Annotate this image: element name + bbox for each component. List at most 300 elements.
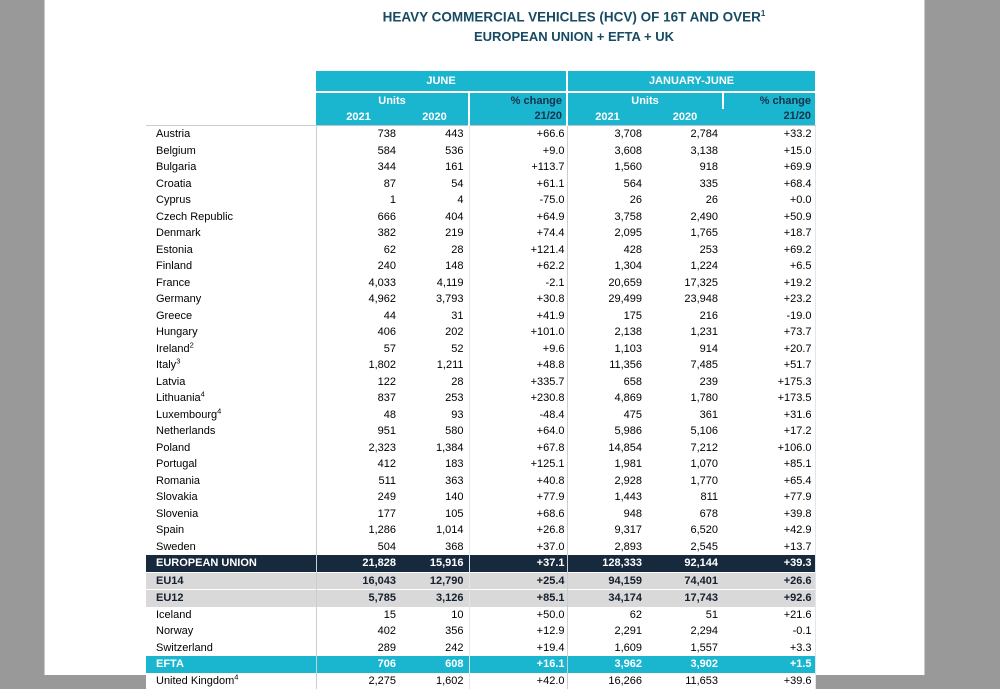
june-2020-cell: 1,602 bbox=[401, 673, 469, 689]
jan-june-change-cell: +69.9 bbox=[723, 159, 815, 176]
jan-june-2021-cell: 9,317 bbox=[567, 522, 647, 539]
table-body bbox=[146, 126, 815, 689]
june-2020-cell: 4 bbox=[401, 192, 469, 209]
country-name-cell bbox=[146, 258, 316, 275]
jan-june-2021-cell: 94,159 bbox=[567, 572, 647, 590]
jan-june-change-cell: +106.0 bbox=[723, 440, 815, 457]
june-2021-cell: 240 bbox=[316, 258, 401, 275]
country-name-cell bbox=[146, 143, 316, 160]
jan-june-change-cell: +77.9 bbox=[723, 489, 815, 506]
row-label: Portugal bbox=[156, 458, 197, 470]
table-row bbox=[146, 357, 815, 374]
footnote-marker: 4 bbox=[201, 389, 205, 398]
ratio-label: 21/20 bbox=[724, 109, 811, 124]
jan-june-2021-cell: 14,854 bbox=[567, 440, 647, 457]
june-2020-cell: 202 bbox=[401, 324, 469, 341]
june-2021-cell: 2,323 bbox=[316, 440, 401, 457]
row-label: Ireland bbox=[156, 343, 190, 355]
june-change-cell: +66.6 bbox=[469, 126, 567, 143]
june-change-cell: +85.1 bbox=[469, 590, 567, 607]
jan-june-2020-cell: 1,231 bbox=[647, 324, 723, 341]
table-row bbox=[146, 258, 815, 275]
june-2021-cell: 48 bbox=[316, 407, 401, 424]
table-row bbox=[146, 126, 815, 143]
page-title-text: HEAVY COMMERCIAL VEHICLES (HCV) OF 16T AND OVER bbox=[383, 10, 761, 25]
jan-june-2020-cell: 239 bbox=[647, 374, 723, 391]
jan-june-2020-cell: 1,780 bbox=[647, 390, 723, 407]
pct-change-label: % change bbox=[470, 94, 562, 109]
june-2020-cell: 1,211 bbox=[401, 357, 469, 374]
country-name-cell bbox=[146, 572, 316, 590]
june-2021-cell: 21,828 bbox=[316, 555, 401, 572]
june-2020-cell: 443 bbox=[401, 126, 469, 143]
row-label: Luxembourg bbox=[156, 409, 217, 421]
june-change-cell: +62.2 bbox=[469, 258, 567, 275]
jan-june-change-cell: +17.2 bbox=[723, 423, 815, 440]
jan-june-2020-cell: 7,212 bbox=[647, 440, 723, 457]
row-label: Czech Republic bbox=[156, 211, 233, 223]
june-change-cell: +61.1 bbox=[469, 176, 567, 193]
country-name-cell bbox=[146, 242, 316, 259]
june-2021-cell: 402 bbox=[316, 623, 401, 640]
jan-june-2020-cell: 51 bbox=[647, 607, 723, 624]
jan-june-2021-cell: 948 bbox=[567, 506, 647, 523]
jan-june-2020-cell: 2,545 bbox=[647, 539, 723, 556]
row-label: Austria bbox=[156, 128, 190, 140]
table-row bbox=[146, 423, 815, 440]
june-2020-cell: 140 bbox=[401, 489, 469, 506]
table-row bbox=[146, 590, 815, 607]
row-label: Latvia bbox=[156, 376, 185, 388]
row-label: Spain bbox=[156, 524, 184, 536]
jan-june-change-cell: +3.3 bbox=[723, 640, 815, 657]
country-name-cell bbox=[146, 192, 316, 209]
table-row bbox=[146, 473, 815, 490]
row-label: Denmark bbox=[156, 227, 201, 239]
jan-june-2020-cell: 2,784 bbox=[647, 126, 723, 143]
table-row bbox=[146, 176, 815, 193]
jan-june-2020-cell: 361 bbox=[647, 407, 723, 424]
page-subtitle: EUROPEAN UNION + EFTA + UK bbox=[174, 27, 974, 46]
jan-june-change-cell: +50.9 bbox=[723, 209, 815, 226]
row-label: Estonia bbox=[156, 244, 193, 256]
june-change-cell: +101.0 bbox=[469, 324, 567, 341]
country-name-cell bbox=[146, 275, 316, 292]
footnote-marker: 3 bbox=[176, 356, 180, 365]
country-name-cell bbox=[146, 640, 316, 657]
country-name-cell bbox=[146, 607, 316, 624]
table-row bbox=[146, 291, 815, 308]
jan-june-2021-cell: 658 bbox=[567, 374, 647, 391]
header-year-2021-jan-june: 2021 bbox=[567, 109, 647, 126]
jan-june-2021-cell: 3,758 bbox=[567, 209, 647, 226]
footnote-marker: 4 bbox=[234, 672, 238, 681]
jan-june-2021-cell: 2,893 bbox=[567, 539, 647, 556]
row-label: EFTA bbox=[156, 658, 184, 670]
jan-june-2020-cell: 253 bbox=[647, 242, 723, 259]
june-2021-cell: 16,043 bbox=[316, 572, 401, 590]
jan-june-change-cell: +6.5 bbox=[723, 258, 815, 275]
row-label: Switzerland bbox=[156, 642, 213, 654]
row-label: Bulgaria bbox=[156, 161, 196, 173]
jan-june-change-cell: +20.7 bbox=[723, 341, 815, 358]
row-label: Finland bbox=[156, 260, 192, 272]
jan-june-2020-cell: 26 bbox=[647, 192, 723, 209]
june-2020-cell: 54 bbox=[401, 176, 469, 193]
title-footnote-marker: 1 bbox=[761, 9, 765, 18]
june-change-cell: +9.0 bbox=[469, 143, 567, 160]
table-row bbox=[146, 341, 815, 358]
jan-june-change-cell: +65.4 bbox=[723, 473, 815, 490]
june-2020-cell: 52 bbox=[401, 341, 469, 358]
jan-june-change-cell: +51.7 bbox=[723, 357, 815, 374]
jan-june-2020-cell: 918 bbox=[647, 159, 723, 176]
country-name-cell bbox=[146, 324, 316, 341]
june-change-cell: +335.7 bbox=[469, 374, 567, 391]
table-row bbox=[146, 159, 815, 176]
june-change-cell: +125.1 bbox=[469, 456, 567, 473]
june-2021-cell: 382 bbox=[316, 225, 401, 242]
june-2020-cell: 3,793 bbox=[401, 291, 469, 308]
jan-june-change-cell: +42.9 bbox=[723, 522, 815, 539]
jan-june-change-cell: +68.4 bbox=[723, 176, 815, 193]
jan-june-change-cell: +85.1 bbox=[723, 456, 815, 473]
june-2021-cell: 584 bbox=[316, 143, 401, 160]
row-label: Slovakia bbox=[156, 491, 198, 503]
june-2021-cell: 344 bbox=[316, 159, 401, 176]
jan-june-2021-cell: 1,443 bbox=[567, 489, 647, 506]
june-2021-cell: 4,033 bbox=[316, 275, 401, 292]
country-name-cell bbox=[146, 623, 316, 640]
jan-june-2020-cell: 7,485 bbox=[647, 357, 723, 374]
jan-june-2020-cell: 5,106 bbox=[647, 423, 723, 440]
country-name-cell bbox=[146, 159, 316, 176]
country-name-cell bbox=[146, 440, 316, 457]
jan-june-2020-cell: 17,743 bbox=[647, 590, 723, 607]
june-change-cell: +42.0 bbox=[469, 673, 567, 689]
jan-june-2020-cell: 1,224 bbox=[647, 258, 723, 275]
jan-june-2021-cell: 34,174 bbox=[567, 590, 647, 607]
jan-june-change-cell: +173.5 bbox=[723, 390, 815, 407]
jan-june-2021-cell: 5,986 bbox=[567, 423, 647, 440]
row-label: Norway bbox=[156, 625, 193, 637]
jan-june-change-cell: +92.6 bbox=[723, 590, 815, 607]
june-2020-cell: 242 bbox=[401, 640, 469, 657]
june-2021-cell: 951 bbox=[316, 423, 401, 440]
table-row bbox=[146, 308, 815, 325]
june-change-cell: +19.4 bbox=[469, 640, 567, 657]
june-2021-cell: 122 bbox=[316, 374, 401, 391]
table-row bbox=[146, 572, 815, 590]
june-2021-cell: 1,802 bbox=[316, 357, 401, 374]
june-change-cell: +37.0 bbox=[469, 539, 567, 556]
jan-june-change-cell: -19.0 bbox=[723, 308, 815, 325]
jan-june-2020-cell: 1,765 bbox=[647, 225, 723, 242]
header-group-jan-june: JANUARY-JUNE bbox=[567, 71, 815, 92]
country-name-cell bbox=[146, 539, 316, 556]
pct-change-label: % change bbox=[724, 94, 811, 109]
june-change-cell: +40.8 bbox=[469, 473, 567, 490]
table-row bbox=[146, 324, 815, 341]
table-row bbox=[146, 607, 815, 624]
table-row bbox=[146, 440, 815, 457]
june-change-cell: +113.7 bbox=[469, 159, 567, 176]
june-2020-cell: 105 bbox=[401, 506, 469, 523]
june-change-cell: -75.0 bbox=[469, 192, 567, 209]
country-name-cell bbox=[146, 473, 316, 490]
table-row bbox=[146, 143, 815, 160]
june-change-cell: +12.9 bbox=[469, 623, 567, 640]
jan-june-2021-cell: 175 bbox=[567, 308, 647, 325]
table-row bbox=[146, 275, 815, 292]
jan-june-change-cell: +18.7 bbox=[723, 225, 815, 242]
june-2020-cell: 148 bbox=[401, 258, 469, 275]
table-row bbox=[146, 390, 815, 407]
header-blank-cell bbox=[146, 71, 316, 126]
jan-june-change-cell: +1.5 bbox=[723, 656, 815, 673]
jan-june-2020-cell: 2,490 bbox=[647, 209, 723, 226]
june-change-cell: +74.4 bbox=[469, 225, 567, 242]
june-2021-cell: 1 bbox=[316, 192, 401, 209]
jan-june-2020-cell: 6,520 bbox=[647, 522, 723, 539]
jan-june-change-cell: +0.0 bbox=[723, 192, 815, 209]
row-label: Italy bbox=[156, 359, 176, 371]
june-2021-cell: 57 bbox=[316, 341, 401, 358]
table-row bbox=[146, 640, 815, 657]
header-units-june: Units bbox=[316, 92, 469, 109]
jan-june-change-cell: +73.7 bbox=[723, 324, 815, 341]
june-2021-cell: 412 bbox=[316, 456, 401, 473]
june-2020-cell: 183 bbox=[401, 456, 469, 473]
june-2020-cell: 4,119 bbox=[401, 275, 469, 292]
country-name-cell bbox=[146, 357, 316, 374]
jan-june-2020-cell: 1,557 bbox=[647, 640, 723, 657]
row-label: Poland bbox=[156, 442, 190, 454]
june-change-cell: +41.9 bbox=[469, 308, 567, 325]
june-2020-cell: 356 bbox=[401, 623, 469, 640]
table-row bbox=[146, 539, 815, 556]
jan-june-2021-cell: 1,304 bbox=[567, 258, 647, 275]
june-2020-cell: 1,014 bbox=[401, 522, 469, 539]
june-change-cell: +64.0 bbox=[469, 423, 567, 440]
jan-june-2020-cell: 92,144 bbox=[647, 555, 723, 572]
footnote-marker: 2 bbox=[190, 340, 194, 349]
jan-june-2020-cell: 1,770 bbox=[647, 473, 723, 490]
jan-june-2020-cell: 335 bbox=[647, 176, 723, 193]
row-label: EUROPEAN UNION bbox=[156, 557, 257, 569]
jan-june-2020-cell: 2,294 bbox=[647, 623, 723, 640]
table-row bbox=[146, 656, 815, 673]
country-name-cell bbox=[146, 489, 316, 506]
jan-june-2021-cell: 11,356 bbox=[567, 357, 647, 374]
table-row bbox=[146, 209, 815, 226]
jan-june-2021-cell: 1,981 bbox=[567, 456, 647, 473]
jan-june-2021-cell: 3,708 bbox=[567, 126, 647, 143]
jan-june-2021-cell: 1,609 bbox=[567, 640, 647, 657]
jan-june-2021-cell: 564 bbox=[567, 176, 647, 193]
jan-june-2021-cell: 4,869 bbox=[567, 390, 647, 407]
footnote-marker: 4 bbox=[217, 406, 221, 415]
row-label: France bbox=[156, 277, 190, 289]
june-2021-cell: 87 bbox=[316, 176, 401, 193]
jan-june-2021-cell: 2,291 bbox=[567, 623, 647, 640]
row-label: Belgium bbox=[156, 145, 196, 157]
country-name-cell bbox=[146, 423, 316, 440]
jan-june-change-cell: +15.0 bbox=[723, 143, 815, 160]
country-name-cell bbox=[146, 291, 316, 308]
header-pct-change-jan-june bbox=[723, 92, 815, 126]
jan-june-change-cell: +31.6 bbox=[723, 407, 815, 424]
row-label: Iceland bbox=[156, 609, 191, 621]
june-change-cell: +16.1 bbox=[469, 656, 567, 673]
june-2020-cell: 404 bbox=[401, 209, 469, 226]
header-group-june: JUNE bbox=[316, 71, 567, 92]
june-change-cell: +30.8 bbox=[469, 291, 567, 308]
june-change-cell: +9.6 bbox=[469, 341, 567, 358]
header-year-2021-june: 2021 bbox=[316, 109, 401, 126]
jan-june-2021-cell: 128,333 bbox=[567, 555, 647, 572]
june-2021-cell: 289 bbox=[316, 640, 401, 657]
table-row bbox=[146, 673, 815, 689]
jan-june-change-cell: +26.6 bbox=[723, 572, 815, 590]
country-name-cell bbox=[146, 126, 316, 143]
june-change-cell: +67.8 bbox=[469, 440, 567, 457]
jan-june-2020-cell: 811 bbox=[647, 489, 723, 506]
jan-june-change-cell: +19.2 bbox=[723, 275, 815, 292]
table-row bbox=[146, 374, 815, 391]
june-2020-cell: 219 bbox=[401, 225, 469, 242]
jan-june-2021-cell: 20,659 bbox=[567, 275, 647, 292]
jan-june-change-cell: +33.2 bbox=[723, 126, 815, 143]
jan-june-2020-cell: 3,902 bbox=[647, 656, 723, 673]
country-name-cell bbox=[146, 506, 316, 523]
document-page bbox=[44, 0, 925, 675]
table-row bbox=[146, 489, 815, 506]
country-name-cell bbox=[146, 673, 316, 689]
country-name-cell bbox=[146, 407, 316, 424]
june-2020-cell: 368 bbox=[401, 539, 469, 556]
jan-june-change-cell: +13.7 bbox=[723, 539, 815, 556]
country-name-cell bbox=[146, 656, 316, 673]
june-2021-cell: 15 bbox=[316, 607, 401, 624]
june-2021-cell: 44 bbox=[316, 308, 401, 325]
june-2021-cell: 511 bbox=[316, 473, 401, 490]
page-title bbox=[174, 4, 974, 27]
june-2021-cell: 177 bbox=[316, 506, 401, 523]
june-2021-cell: 738 bbox=[316, 126, 401, 143]
jan-june-2020-cell: 17,325 bbox=[647, 275, 723, 292]
row-label: EU12 bbox=[156, 592, 184, 604]
jan-june-change-cell: +23.2 bbox=[723, 291, 815, 308]
june-2021-cell: 406 bbox=[316, 324, 401, 341]
country-name-cell bbox=[146, 590, 316, 607]
table-row bbox=[146, 506, 815, 523]
country-name-cell bbox=[146, 374, 316, 391]
jan-june-2020-cell: 678 bbox=[647, 506, 723, 523]
june-change-cell: +121.4 bbox=[469, 242, 567, 259]
june-change-cell: +230.8 bbox=[469, 390, 567, 407]
jan-june-change-cell: +175.3 bbox=[723, 374, 815, 391]
jan-june-2021-cell: 475 bbox=[567, 407, 647, 424]
row-label: United Kingdom bbox=[156, 675, 234, 687]
june-2021-cell: 4,962 bbox=[316, 291, 401, 308]
june-2020-cell: 3,126 bbox=[401, 590, 469, 607]
june-change-cell: +68.6 bbox=[469, 506, 567, 523]
row-label: EU14 bbox=[156, 575, 184, 587]
header-year-2020-jan-june: 2020 bbox=[647, 109, 723, 126]
june-2020-cell: 580 bbox=[401, 423, 469, 440]
row-label: Hungary bbox=[156, 326, 198, 338]
jan-june-2020-cell: 3,138 bbox=[647, 143, 723, 160]
jan-june-2021-cell: 2,095 bbox=[567, 225, 647, 242]
country-name-cell bbox=[146, 555, 316, 572]
country-name-cell bbox=[146, 341, 316, 358]
country-name-cell bbox=[146, 225, 316, 242]
table-row bbox=[146, 522, 815, 539]
jan-june-2021-cell: 1,103 bbox=[567, 341, 647, 358]
jan-june-2020-cell: 74,401 bbox=[647, 572, 723, 590]
table-row bbox=[146, 407, 815, 424]
june-2020-cell: 28 bbox=[401, 374, 469, 391]
jan-june-change-cell: +69.2 bbox=[723, 242, 815, 259]
june-2021-cell: 1,286 bbox=[316, 522, 401, 539]
june-2020-cell: 253 bbox=[401, 390, 469, 407]
june-2020-cell: 608 bbox=[401, 656, 469, 673]
row-label: Romania bbox=[156, 475, 200, 487]
june-2021-cell: 5,785 bbox=[316, 590, 401, 607]
country-name-cell bbox=[146, 209, 316, 226]
june-2021-cell: 62 bbox=[316, 242, 401, 259]
table-header bbox=[146, 71, 815, 126]
table-row bbox=[146, 242, 815, 259]
jan-june-change-cell: +39.6 bbox=[723, 673, 815, 689]
jan-june-change-cell: -0.1 bbox=[723, 623, 815, 640]
june-2020-cell: 15,916 bbox=[401, 555, 469, 572]
jan-june-change-cell: +21.6 bbox=[723, 607, 815, 624]
june-2020-cell: 1,384 bbox=[401, 440, 469, 457]
jan-june-2020-cell: 11,653 bbox=[647, 673, 723, 689]
row-label: Netherlands bbox=[156, 425, 215, 437]
jan-june-change-cell: +39.3 bbox=[723, 555, 815, 572]
country-name-cell bbox=[146, 522, 316, 539]
hcv-registrations-table bbox=[146, 71, 816, 689]
june-change-cell: +48.8 bbox=[469, 357, 567, 374]
jan-june-2020-cell: 914 bbox=[647, 341, 723, 358]
jan-june-2021-cell: 2,928 bbox=[567, 473, 647, 490]
jan-june-2020-cell: 216 bbox=[647, 308, 723, 325]
jan-june-2021-cell: 1,560 bbox=[567, 159, 647, 176]
row-label: Germany bbox=[156, 293, 201, 305]
country-name-cell bbox=[146, 176, 316, 193]
table-row bbox=[146, 192, 815, 209]
june-change-cell: -48.4 bbox=[469, 407, 567, 424]
june-change-cell: +26.8 bbox=[469, 522, 567, 539]
jan-june-2021-cell: 3,608 bbox=[567, 143, 647, 160]
june-2021-cell: 2,275 bbox=[316, 673, 401, 689]
header-units-jan-june: Units bbox=[567, 92, 723, 109]
june-2020-cell: 161 bbox=[401, 159, 469, 176]
country-name-cell bbox=[146, 308, 316, 325]
june-change-cell: +25.4 bbox=[469, 572, 567, 590]
header-year-2020-june: 2020 bbox=[401, 109, 469, 126]
june-change-cell: +37.1 bbox=[469, 555, 567, 572]
june-change-cell: +50.0 bbox=[469, 607, 567, 624]
jan-june-change-cell: +39.8 bbox=[723, 506, 815, 523]
row-label: Lithuania bbox=[156, 392, 201, 404]
jan-june-2021-cell: 2,138 bbox=[567, 324, 647, 341]
country-name-cell bbox=[146, 390, 316, 407]
jan-june-2021-cell: 26 bbox=[567, 192, 647, 209]
